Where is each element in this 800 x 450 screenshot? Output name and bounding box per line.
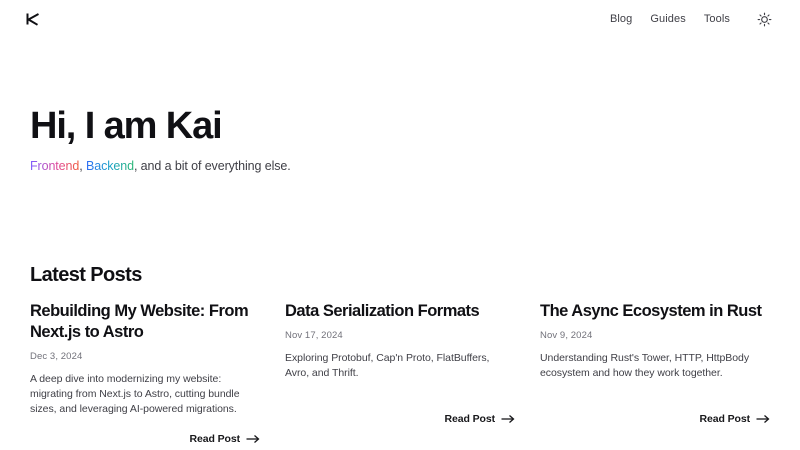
sun-icon[interactable] xyxy=(756,11,772,27)
post-title[interactable]: The Async Ecosystem in Rust xyxy=(540,302,762,320)
hero-subtitle-frontend: Frontend xyxy=(30,159,80,173)
post-card xyxy=(30,301,260,445)
post-date: Nov 17, 2024 xyxy=(285,330,343,341)
nav-link-blog[interactable]: Blog xyxy=(609,13,633,25)
read-post-label: Read Post xyxy=(699,413,750,425)
post-excerpt: Understanding Rust's Tower, HTTP, HttpBody ecosystem and how they work together. xyxy=(540,352,750,379)
post-excerpt: A deep dive into modernizing my website: migrating from Next.js to Astro, cutting bundle sizes, and leveraging AI-powered migrations. xyxy=(30,373,240,415)
post-card xyxy=(285,301,515,441)
post-date: Dec 3, 2024 xyxy=(30,351,83,362)
read-post-label: Read Post xyxy=(189,433,240,445)
read-post-link[interactable] xyxy=(190,433,260,445)
main-nav xyxy=(610,11,772,27)
hero-subtitle-separator: , xyxy=(79,159,86,173)
page-title: Hi, I am Kai xyxy=(30,105,222,147)
kai-monogram-logo-icon[interactable] xyxy=(24,10,42,28)
arrow-right-icon xyxy=(246,434,260,444)
arrow-right-icon xyxy=(756,414,770,424)
hero-subtitle-backend: Backend xyxy=(85,159,134,173)
latest-posts-heading: Latest Posts xyxy=(30,264,142,286)
read-post-link[interactable] xyxy=(445,413,515,425)
post-card xyxy=(540,301,770,441)
nav-link-tools[interactable]: Tools xyxy=(703,13,730,25)
post-date: Nov 9, 2024 xyxy=(540,330,593,341)
arrow-right-icon xyxy=(501,414,515,424)
site-header xyxy=(0,0,800,38)
latest-posts-grid xyxy=(30,301,770,445)
hero-subtitle xyxy=(30,159,550,173)
hero-subtitle-rest: , and a bit of everything else. xyxy=(133,159,291,173)
post-title[interactable]: Rebuilding My Website: From Next.js to Astro xyxy=(30,302,249,341)
post-excerpt: Exploring Protobuf, Cap'n Proto, FlatBuffers, Avro, and Thrift. xyxy=(285,352,490,379)
hero-section xyxy=(30,104,550,173)
read-post-label: Read Post xyxy=(444,413,495,425)
nav-link-guides[interactable]: Guides xyxy=(650,13,686,25)
post-title[interactable]: Data Serialization Formats xyxy=(285,302,480,320)
read-post-link[interactable] xyxy=(700,413,770,425)
